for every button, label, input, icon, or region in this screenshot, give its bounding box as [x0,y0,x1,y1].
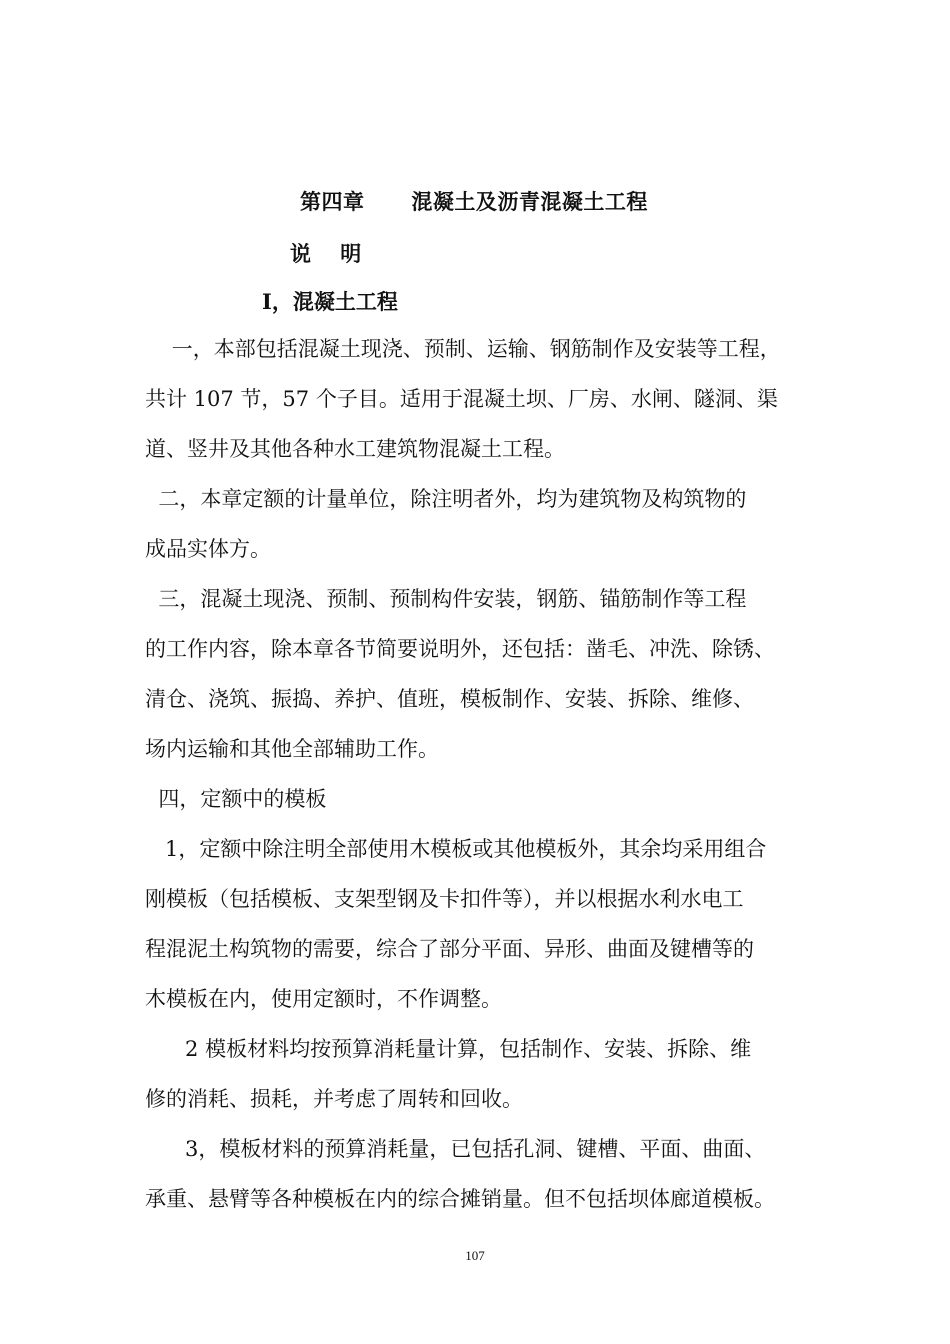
text-line: 程混泥土构筑物的需要，综合了部分平面、异形、曲面及键槽等的 [145,937,754,961]
text-line: 场内运输和其他全部辅助工作。 [145,737,439,761]
text-line: 四，定额中的模板 [145,787,327,811]
text-line: 1，定额中除注明全部使用木模板或其他模板外，其余均采用组合 [145,837,767,861]
page-number: 107 [465,1248,485,1263]
section-heading: I，混凝土工程 [262,289,398,314]
text-line: 一，本部包括混凝土现浇、预制、运输、钢筋制作及安装等工程， [145,337,781,361]
text-line: 三，混凝土现浇、预制、预制构件安装，钢筋、锚筋制作等工程 [145,587,747,611]
body-text [145,324,835,1224]
text-line: 3，模板材料的预算消耗量，已包括孔洞、键槽、平面、曲面、 [145,1137,766,1161]
text-line: 清仓、浇筑、振捣、养护、值班，模板制作、安装、拆除、维修、 [145,687,754,711]
explanation-heading: 说 明 [290,241,362,266]
text-line: 承重、悬臂等各种模板在内的综合摊销量。但不包括坝体廊道模板。 [145,1187,775,1211]
text-line: 共计 107 节，57 个子目。适用于混凝土坝、厂房、水闸、隧洞、渠 [145,387,778,411]
text-line: 修的消耗、损耗，并考虑了周转和回收。 [145,1087,523,1111]
text-line: 二，本章定额的计量单位，除注明者外，均为建筑物及构筑物的 [145,487,747,511]
text-line: 道、竖井及其他各种水工建筑物混凝土工程。 [145,437,565,461]
text-line: 成品实体方。 [145,537,271,561]
text-line: 的工作内容，除本章各节简要说明外，还包括：凿毛、冲洗、除锈、 [145,637,775,661]
text-line: 2 模板材料均按预算消耗量计算，包括制作、安装、拆除、维 [145,1037,752,1061]
chapter-title: 第四章 混凝土及沥青混凝土工程 [300,189,648,214]
text-line: 木模板在内，使用定额时，不作调整。 [145,987,502,1011]
text-line: 刚模板（包括模板、支架型钢及卡扣件等），并以根据水利水电工 [145,887,744,911]
